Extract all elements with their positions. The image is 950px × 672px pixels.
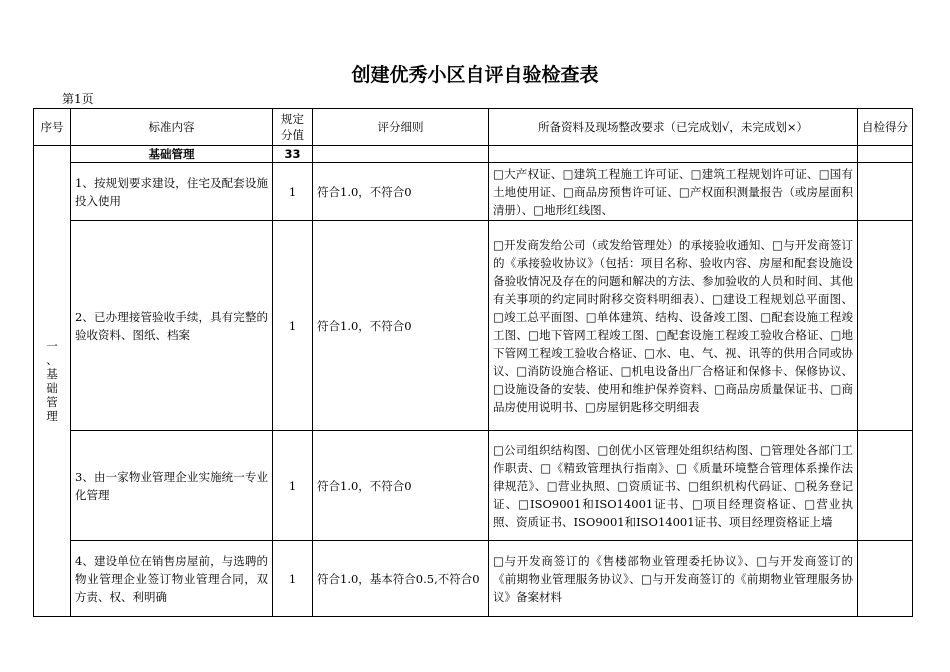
materials-cell: □大产权证、□建筑工程施工许可证、□建筑工程规划许可证、□国有土地使用证、□商品房预售许可证、□产权面积测量报告（或房屋面积清册）、□地形红线图、 [489, 163, 858, 221]
standard-cell: 4、建设单位在销售房屋前，与选聘的物业管理企业签订物业管理合同，双方责、权、利明确 [71, 541, 273, 617]
section-label: 一 、 基 础 管 理 [34, 146, 71, 617]
header-standard: 标准内容 [71, 109, 273, 146]
section-materials-empty [489, 146, 858, 163]
header-self-score: 自检得分 [858, 109, 913, 146]
materials-cell: □公司组织结构图、□创优小区管理处组织结构图、□管理处各部门工作职责、□《精致管理执行指南》、□《质量环境整合管理体系操作法律规范》、□营业执照、□资质证书、□组织机构代码证、□税务登记证、□ISO9001和ISO14001证书、□项目经理资格证、□营业执照、资质证书、ISO9001和ISO14001证书、项目经理资格证上墙 [489, 431, 858, 541]
detail-cell: 符合1.0，不符合0 [313, 431, 489, 541]
self-score-cell [858, 163, 913, 221]
materials-cell: □开发商发给公司（或发给管理处）的承接验收通知、□与开发商签订的《承接验收协议》（包括：项目名称、验收内容、房屋和配套设施设备验收情况及存在的问题和解决的方法、参加验收的人员和时间、其他有关事项的约定同时附移交资料明细表）、□建设工程规划总平面图、□竣工总平面图、□单体建筑、结构、设备竣工图、□配套设施工程竣工图、□地下管网工程竣工图、□配套设施工程竣工验收合格证、□地下管网工程竣工验收合格证、□水、电、气、视、讯等的供用合同或协议、□消防设施合格证、□机电设备出厂合格证和保修卡、保修协议、□设施设备的安装、使用和维护保养资料、□商品房质量保证书、□商品房使用说明书、□房屋钥匙移交明细表 [489, 221, 858, 431]
section-name: 基础管理 [71, 146, 273, 163]
table-row [34, 541, 913, 617]
standard-cell: 1、按规划要求建设，住宅及配套设施投入使用 [71, 163, 273, 221]
score-cell: 1 [273, 221, 313, 431]
section-score: 33 [273, 146, 313, 163]
score-cell: 1 [273, 541, 313, 617]
header-materials: 所备资料及现场整改要求（已完成划√，未完成划×） [489, 109, 858, 146]
detail-cell: 符合1.0，基本符合0.5,不符合0 [313, 541, 489, 617]
page-number: 第1页 [62, 92, 94, 106]
header-seq: 序号 [34, 109, 71, 146]
checklist-table [33, 108, 913, 617]
self-score-cell [858, 541, 913, 617]
header-detail: 评分细则 [313, 109, 489, 146]
materials-cell: □与开发商签订的《售楼部物业管理委托协议》、□与开发商签订的《前期物业管理服务协议》、□与开发商签订的《前期物业管理服务协议》备案材料 [489, 541, 858, 617]
table-row [34, 431, 913, 541]
header-row [34, 109, 913, 146]
section-detail-empty [313, 146, 489, 163]
standard-cell: 3、由一家物业管理企业实施统一专业化管理 [71, 431, 273, 541]
detail-cell: 符合1.0，不符合0 [313, 221, 489, 431]
page-title: 创建优秀小区自评自验检查表 [351, 64, 599, 86]
section-row [34, 146, 913, 163]
table-row [34, 163, 913, 221]
table-row [34, 221, 913, 431]
score-cell: 1 [273, 431, 313, 541]
detail-cell: 符合1.0，不符合0 [313, 163, 489, 221]
standard-cell: 2、已办理接管验收手续，具有完整的验收资料、图纸、档案 [71, 221, 273, 431]
score-cell: 1 [273, 163, 313, 221]
self-score-cell [858, 221, 913, 431]
self-score-cell [858, 431, 913, 541]
section-self-score-empty [858, 146, 913, 163]
header-score: 规定分值 [273, 109, 313, 146]
